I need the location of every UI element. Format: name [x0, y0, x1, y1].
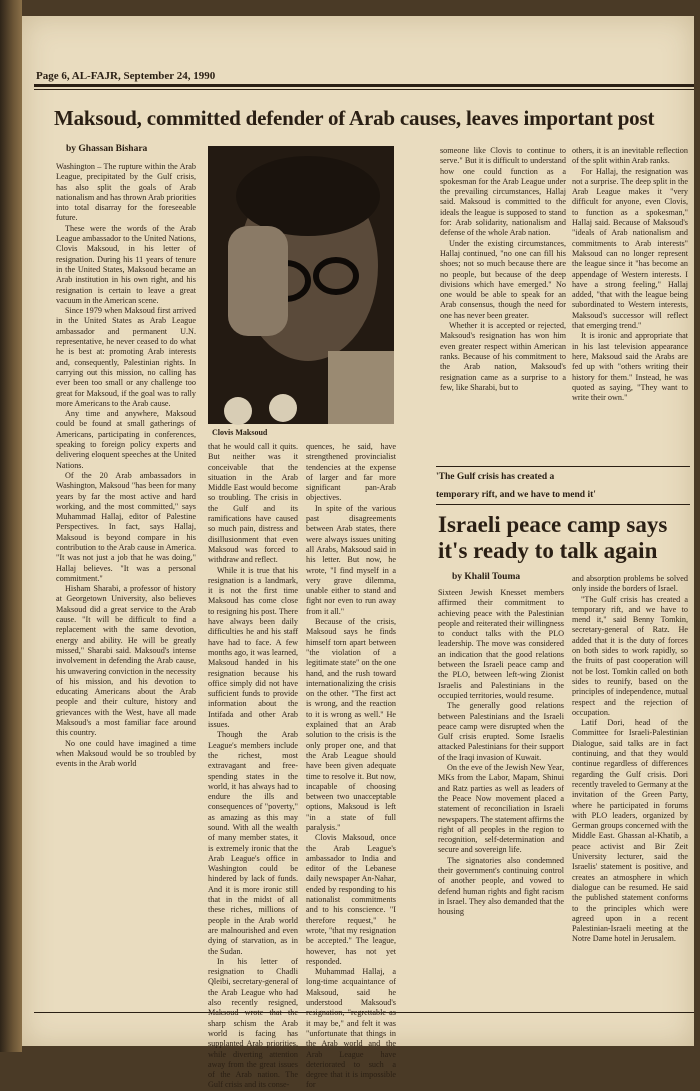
article1-column-5 — [572, 146, 688, 462]
paragraph: While it is true that his resignation is a landmark, it is not the first time Maksoud has come close to resigning his post. There have always been daily difficulties he and his staff have had to face. A few months ago, it was learned, Maksoud handed in his resignation because his office simply did not have sufficient funds to provide information about the Intifada and other Arab issues. — [208, 565, 298, 730]
pull-quote-line-2: temporary rift, and we have to mend it' — [436, 490, 596, 500]
book-binding — [0, 0, 22, 1052]
paragraph: The signatories also condemned their government's continuing control of another people, and vowed to defend human rights and fight racism in Israel. They also demanded that the housing — [438, 855, 564, 917]
paragraph: It is ironic and appropriate that in his last television appearance here, Maksoud said the Arabs are fed up with "others writing their history for them." Instead, he was quoted as saying, "They want to write their own." — [572, 331, 688, 403]
paragraph: For Hallaj, the resignation was not a surprise. The deep split in the Arab League makes it "very difficult for anyone, even Clovis, to function as a spokesman," Hallaj said. Because of Maksoud's "ideals of Arab nationalism and commitments to Arab interests" Maksoud can no longer represent the league since it "has become an appendage of Western interests. I have a strong feeling," Hallaj added, "that with the league being subordinated to Western interests, Maksoud's successor will reflect that emerging trend." — [572, 166, 688, 331]
article2-column-1 — [438, 588, 564, 1008]
paragraph: Under the existing circumstances, Hallaj continued, "no one can fill his shoes; not so much because there are no people, but because of the deep divisions which have emerged." No one would be able to speak for an Arab consensus, though the need for one has never been greater. — [440, 238, 566, 320]
paragraph: Muhammad Hallaj, a long-time acquaintance of Maksoud, said he understood Maksoud's it may be," and felt it was "unfortunate that things in the Arab world and the Arab League have deteriorated to such a degree that it is impossible for — [306, 967, 396, 1090]
paragraph: Because of the crisis, Maksoud says he finds himself torn apart between "the violation of a legitimate state" on the one hand, and the rush toward internationalizing the crisis on the other. "The first act is wrong, and the reaction to it is wrong as well." He explained that an Arab solution to the crisis is the only proper one, and that the Arab League should have been given adequate time to resolve it. But now, incapable of choosing between two unacceptable options, Maksoud is left "in a state of full paralysis." — [306, 617, 396, 832]
headline-peace-camp: Israeli peace camp says it's ready to talk again — [438, 512, 668, 563]
paragraph: Since 1979 when Maksoud first arrived in the United States as Arab League ambassador and permanent U.N. representative, he never ceased to do what he is best at: promoting Arab interests and, consequently, Palestinian rights. In carrying out this mission, no calling has ever been too small or any challenge too great for Maksoud, if the goal was to rally more Americans to the Arab cause. — [56, 306, 196, 408]
paragraph: Latif Dori, head of the Committee for Israeli-Palestinian Dialogue, said talks are in fact continuing, and that they would continue regardless of differences regarding the Gulf crisis. Dori recently traveled to Germany at the invitation of the Green Party, where he participated in forums with PLO leaders, organized by German groups concerned with the Middle East. Ghassan al-Khatib, a peace activist and Bir Zeit University lecturer, said the Israelis' statement is positive, and creates an atmosphere in which dialogue can be resumed. He said the published statement conforms to the principles which were agreed upon in a recent Palestinian-Israeli meeting at the Notre Dame hotel in Jerusalem. — [572, 718, 688, 944]
paragraph: Of the 20 Arab ambassadors in Washington, Maksoud "has been for many years by far the most active and hard working, and the most committed," says Muhammad Hallaj, editor of Palestine Perspectives. In fact, says Hallaj, Maksoud is beyond compare in his contribution to the Arab cause in America. "It was not just a job that he was doing," Hallaj believes. "It was a personal commitment." — [56, 470, 196, 583]
paragraph: Any time and anywhere, Maksoud could be found at small gatherings of Americans, participating in conferences, speaking to foreign policy experts and delivering eloquent speeches at the United Nations. — [56, 409, 196, 470]
paragraph: "The Gulf crisis has created a temporary rift, and we have to mend it," said Benny Tomkin, secretary-general of Ratz. He added that it is the duty of forces on both sides to work rapidly, so the fruits of past cooperation will not be lost. Tomkin called on both sides to reunify, based on the principles of independence, mutual respect and the rejection of occupation. — [572, 594, 688, 717]
paragraph: others, it is an inevitable reflection of the split within Arab ranks. — [572, 146, 688, 166]
paragraph: In spite of the various past disagreements between Arab states, there were always issues uniting all Arabs, Maksoud said in his letter. But now, he wrote, "I find myself in a very grave dilemma, unable either to stand and fight nor even to run away from it all." — [306, 503, 396, 616]
pull-quote-rule — [436, 466, 690, 467]
paragraph: someone like Clovis to continue to serve." But it is difficult to understand how one could function as a spokesman for the Arab League under the prevailing circumstances, Hallaj said. Maksoud is committed to the ideals the league is supposed to stand for: Arab solidarity, nationalism and defense of the whole Arab nation. — [440, 146, 566, 238]
paragraph: On the eve of the Jewish New Year, MKs from the Labor, Mapam, Shinui and Ratz parties as well as leaders of the Peace Now movement placed a statement of reconciliation in Israeli newspapers. The statement affirms the right of all peoples in the region to recognition, self-determination and secure and sovereign life. — [438, 763, 564, 855]
paragraph: Clovis Maksoud, once the Arab League's ambassador to India and editor of the Lebanese daily newspaper An-Nahar, ended by responding to his nationalist commitments and to his conscience. "I therefore request," he wrote, "that my resignation be accepted." The league, however, has not yet responded. — [306, 833, 396, 966]
header-rule — [34, 84, 694, 87]
photo-caption: Clovis Maksoud — [212, 428, 268, 437]
page-header: Page 6, AL-FAJR, September 24, 1990 — [36, 70, 216, 82]
article1-column-3 — [306, 442, 396, 1090]
byline-bishara: by Ghassan Bishara — [66, 144, 148, 154]
footer-rule — [34, 1012, 694, 1013]
article1-column-1 — [56, 162, 196, 1008]
pull-quote-line-1: 'The Gulf crisis has created a — [436, 472, 555, 482]
paragraph: that he would call it quits. But neither was it conceivable that the situation in the Arab Middle East would become so troubling. The crisis in the Gulf and its ramifications have caused so much pain, distress and disillusionment that even Maksoud was forced to withdraw and reflect. — [208, 442, 298, 565]
photo-clovis-maksoud — [208, 146, 394, 424]
pull-quote-rule-bottom — [436, 504, 690, 505]
paragraph: quences, he said, have strengthened provincialist tendencies at the expense of larger and far more significant pan-Arab objectives. — [306, 442, 396, 503]
paragraph: Sixteen Jewish Knesset members affirmed their commitment to achieving peace with the Palestinian people and reiterated their willingness to conduct talks with the PLO leadership. The move was considered an indication that the good relations between the Israeli peace camp and the PLO, between left-wing Zionist Israelis and Palestinians in the occupied territories, would resume. — [438, 588, 564, 700]
article1-column-4 — [440, 146, 566, 462]
article1-column-2 — [208, 442, 298, 1090]
paragraph: Washington – The rupture within the Arab League, precipitated by the Gulf crisis, has also split the goals of Arab nationalism and has thrown Arab priorities into total disarray for the foreseeable future. — [56, 162, 196, 223]
paragraph: Hisham Sharabi, a professor of history at Georgetown University, also believes Maksoud did a great service to the Arab cause. "It will be difficult to find a replacement with the same devotion, energy and ability. He will be greatly missed," Sharabi said. Maksoud's intense involvement in defending the Arab cause, his unwavering conviction in the necessity of his mission, and his devotion to educating Americans about the Arab people and their culture, history and grievances with the West, have all made Maksoud's a most familiar face around this country. — [56, 584, 196, 738]
byline-touma: by Khalil Touma — [452, 572, 521, 582]
paragraph: Whether it is accepted or rejected, Maksoud's resignation has won him even greater respect within American ranks. Because of his commitment to the Arab nation, Maksoud's resignation came as a surprise to a few, like Sharabi, but to — [440, 321, 566, 392]
paragraph: No one could have imagined a time when Maksoud would be so troubled by events in the Arab world — [56, 738, 196, 769]
paragraph: The generally good relations between Palestinians and the Israeli peace camp were disrupted when the Gulf crisis erupted. Some Israelis attacked Palestinians for their support of the Iraqi invasion of Kuwait. — [438, 701, 564, 762]
paragraph: In his letter of resignation to Chadli Qleibi, secretary-general of the Arab League who had also recently resigned, sharp schism the Arab world is facing has supplanted Arab priorities, while diverting attention away from the great issues of the Arab nation. The Gulf crisis and its conse- — [208, 956, 298, 1090]
paragraph: and absorption problems be solved only inside the borders of Israel. — [572, 574, 688, 594]
headline-maksoud: Maksoud, committed defender of Arab causes, leaves important post — [54, 106, 655, 130]
paragraph: Though the Arab League's members include the richest, most extravagant and free-spending states in the world, it has always had to endure the ills and consequences of "poverty," as amazing as this may sound. With all the wealth of many member states, it is extremely ironic that the Arab League's office in Washington could be hindered by lack of funds. And it is more ironic still that in the midst of all these riches, millions of people in the Arab world are malnourished and even dying of starvation, as in the Sudan. — [208, 730, 298, 956]
article2-column-2 — [572, 574, 688, 1008]
paragraph: These were the words of the Arab League ambassador to the United Nations, Clovis Maksoud, in his letter of resignation. During his 11 years of tenure in the United States, Maksoud became an Arab institution in his own right, and his resignation is certain to leave a great vacuum in the American scene. — [56, 223, 196, 305]
header-rule-thin — [34, 89, 694, 90]
